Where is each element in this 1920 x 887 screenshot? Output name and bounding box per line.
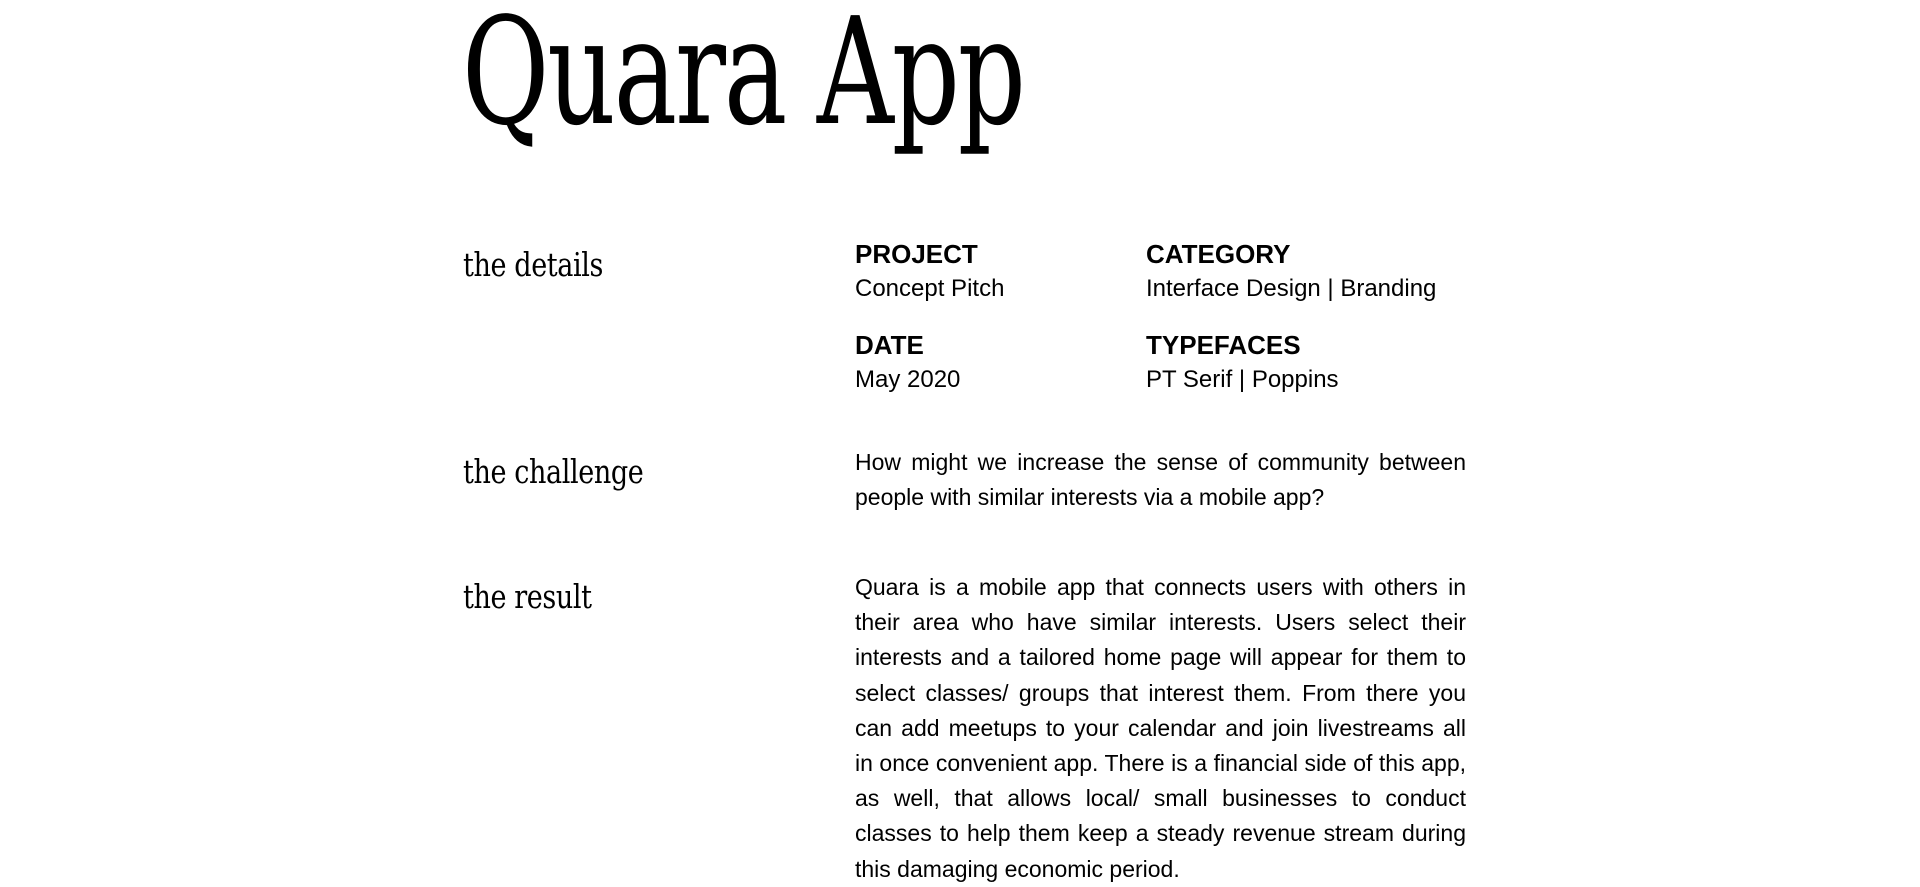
typefaces-value: PT Serif | Poppins bbox=[1146, 366, 1339, 393]
project-value: Concept Pitch bbox=[855, 275, 1005, 302]
challenge-section-label: the challenge bbox=[463, 452, 644, 491]
project-heading: PROJECT bbox=[855, 239, 978, 269]
page-title: Quara App bbox=[462, 0, 1024, 158]
date-value: May 2020 bbox=[855, 366, 961, 393]
result-text: Quara is a mobile app that connects users with others in their area who have similar interests. Users select their interests and a tailored home page will appear for them to select classes/ groups that interest them. From there you can add meetups to your calendar and join livestreams all in once convenient app. There is a financial side of this app, as well, that allows local/ small businesses to conduct classes to help them keep a steady revenue stream during this damaging economic period. bbox=[855, 574, 1466, 882]
typefaces-heading: TYPEFACES bbox=[1146, 330, 1301, 360]
challenge-text: How might we increase the sense of community between people with similar interests via a mobile app? bbox=[855, 449, 1466, 511]
result-section-label: the result bbox=[463, 577, 592, 616]
category-heading: CATEGORY bbox=[1146, 239, 1291, 269]
category-value: Interface Design | Branding bbox=[1146, 275, 1437, 302]
date-heading: DATE bbox=[855, 330, 924, 360]
details-section-label: the details bbox=[463, 245, 603, 284]
